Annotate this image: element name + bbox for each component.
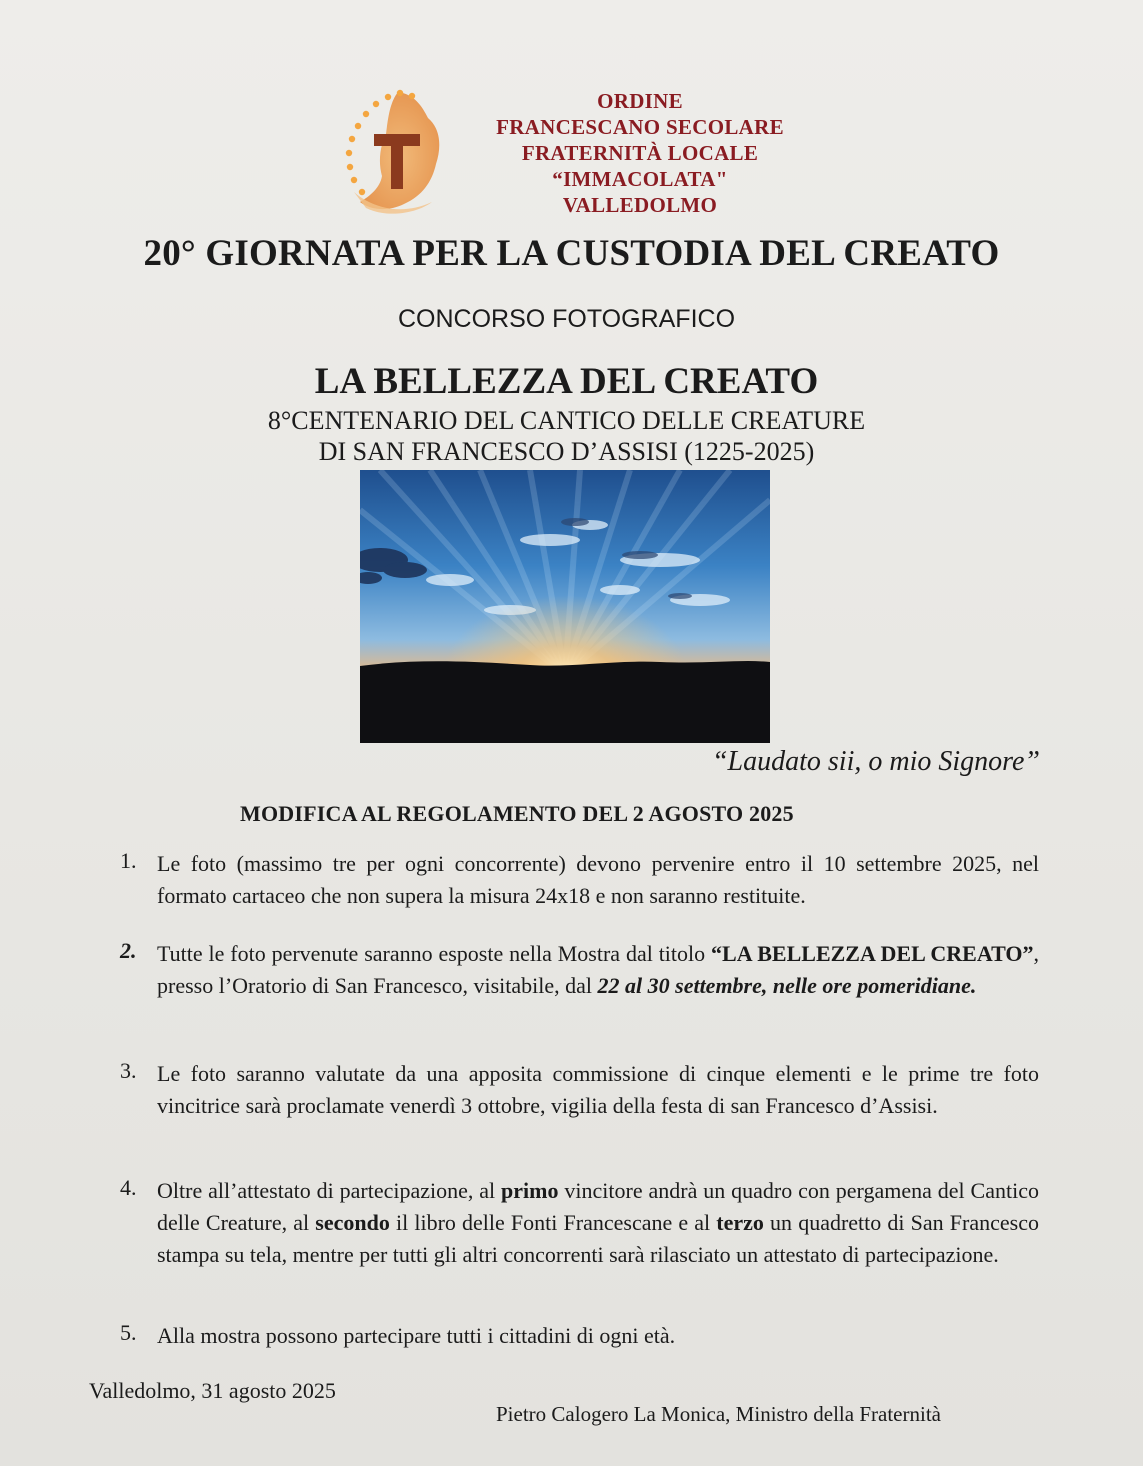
rule-number: 1.	[120, 848, 137, 873]
ofs-logo	[336, 84, 456, 219]
rule-text	[157, 1175, 1039, 1271]
rule-text	[157, 1320, 1039, 1352]
org-line: ORDINE	[597, 89, 683, 113]
rule-text-run: Oltre all’attestato di partecipazione, al	[157, 1178, 502, 1203]
org-line: FRANCESCANO SECOLARE	[496, 115, 784, 139]
event-title: 20° GIORNATA PER LA CUSTODIA DEL CREATO	[143, 233, 1000, 274]
quote: “Laudato sii, o mio Signore”	[711, 746, 1040, 777]
rule-text	[157, 938, 1039, 1002]
rule-number: 4.	[120, 1175, 137, 1200]
rule-bold-text: terzo	[716, 1210, 764, 1235]
tau-cross-logo-icon	[336, 84, 456, 219]
signature: Pietro Calogero La Monica, Ministro della Fraternità	[496, 1402, 941, 1426]
sunset-photo	[360, 470, 770, 743]
rule-highlight-text: 22 al 30 settembre, nelle ore pomeridiane.	[597, 973, 977, 998]
org-line: “IMMACOLATA"	[552, 167, 728, 191]
rule-bold-text: “LA BELLEZZA DEL CREATO”	[711, 941, 1034, 966]
rule-number: 2.	[120, 938, 137, 963]
centenary-caption	[0, 405, 1133, 467]
rule-text-run: vincitore andrà un quadro con pergamena del Cantico delle Creature, al	[157, 1178, 1039, 1235]
contest-name: LA BELLEZZA DEL CREATO	[314, 361, 819, 402]
org-line: VALLEDOLMO	[562, 193, 718, 217]
rule-text-run: il libro delle Fonti Francescane e al	[389, 1210, 717, 1235]
rule-text-run: Le foto saranno valutate da una apposita commissione di cinque elementi e le prime tre foto vincitrice sarà proclamate venerdì 3 ottobre, vigilia della festa di san Francesco d’Assisi.	[157, 1061, 1039, 1118]
event-subtitle: CONCORSO FOTOGRAFICO	[397, 305, 736, 333]
rule-text-run: , presso l’Oratorio di San Francesco, visitabile, dal	[157, 941, 1040, 998]
rule-text	[157, 848, 1039, 912]
centenary-line: 8°CENTENARIO DEL CANTICO DELLE CREATURE	[267, 406, 866, 435]
rule-text	[157, 1058, 1039, 1122]
organization-header	[470, 88, 810, 218]
org-line: FRATERNITÀ LOCALE	[521, 141, 759, 165]
rule-text-run: Alla mostra possono partecipare tutti i cittadini di ogni età.	[157, 1323, 676, 1348]
rule-number: 3.	[120, 1058, 137, 1083]
rule-number: 5.	[120, 1320, 137, 1345]
rule-text-run: Tutte le foto pervenute saranno esposte nella Mostra dal titolo	[157, 941, 712, 966]
rule-bold-text: primo	[501, 1178, 559, 1203]
rule-text-run: Le foto (massimo tre per ogni concorrente) devono pervenire entro il 10 settembre 2025, nel formato cartaceo che non supera la misura 24x18 e non saranno restituite.	[157, 851, 1039, 908]
place-date: Valledolmo, 31 agosto 2025	[89, 1378, 336, 1403]
centenary-line: DI SAN FRANCESCO D’ASSISI (1225-2025)	[318, 437, 815, 466]
rule-bold-text: secondo	[315, 1210, 390, 1235]
rule-text-run: un quadretto di San Francesco stampa su tela, mentre per tutti gli altri concorrenti sarà rilasciato un attestato di partecipazione.	[157, 1210, 1039, 1267]
regulation-heading: MODIFICA AL REGOLAMENTO DEL 2 AGOSTO 2025	[240, 801, 794, 826]
